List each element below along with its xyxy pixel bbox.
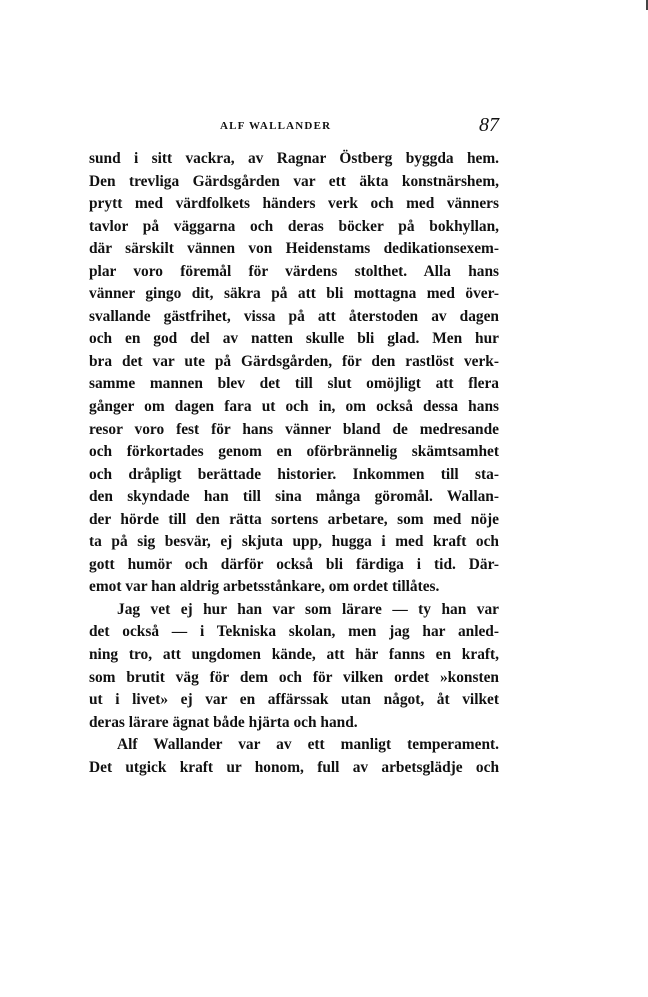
text-line: der hörde till den rätta sortens arbetare, som med nöje <box>89 510 499 528</box>
text-line: det också — i Tekniska skolan, men jag har anled- <box>89 623 499 641</box>
page-number: 87 <box>479 114 499 136</box>
text-line: plar voro föremål för värdens stolthet. Alla hans <box>89 262 499 280</box>
text-line: Jag vet ej hur han var som lärare — ty han var <box>117 600 499 618</box>
text-line: sund i sitt vackra, av Ragnar Östberg byggda hem. <box>89 150 499 167</box>
text-line: Det utgick kraft ur honom, full av arbetsglädje och <box>89 758 499 776</box>
text-line: deras lärare ägnat både hjärta och hand. <box>89 713 358 731</box>
text-line: resor voro fest för hans vänner bland de medresande <box>89 420 499 438</box>
text-line: Den trevliga Gärdsgården var ett äkta konstnärshem, <box>89 172 499 190</box>
text-line: där särskilt vännen von Heidenstams dedikationsexem- <box>89 240 499 258</box>
page-header <box>89 114 499 139</box>
text-line: ut i livet» ej var en affärssak utan något, åt vilket <box>89 691 499 709</box>
text-line: som brutit väg för dem och för vilken ordet »konsten <box>89 668 499 686</box>
text-line: gånger om dagen fara ut och in, om också dessa hans <box>89 398 499 416</box>
text-line: och dråpligt berättade historier. Inkommen till sta- <box>89 465 499 483</box>
text-line: svallande gästfrihet, vissa på att återstoden av dagen <box>89 307 499 325</box>
text-line: gott humör och därför också bli färdiga i tid. Där- <box>89 555 499 573</box>
text-line: Alf Wallander var av ett manligt temperament. <box>117 736 499 754</box>
body-text <box>89 148 499 779</box>
text-line: prytt med värdfolkets händers verk och med vänners <box>89 195 499 213</box>
text-line: vänner gingo dit, säkra på att bli mottagna med över- <box>89 285 499 303</box>
running-head: ALF WALLANDER <box>220 120 332 132</box>
text-line: ta på sig besvär, ej skjuta upp, hugga i med kraft och <box>89 533 499 551</box>
text-line: bra det var ute på Gärdsgården, för den rastlöst verk- <box>89 352 499 370</box>
text-line: och en god del av natten skulle bli glad. Men hur <box>89 330 499 348</box>
text-line: samme mannen blev det till slut omöjligt att flera <box>89 375 499 393</box>
text-line: emot var han aldrig arbetsstånkare, om ordet tillåtes. <box>89 578 440 596</box>
text-line: den skyndade han till sina många göromål. Wallan- <box>89 488 499 506</box>
text-line: och förkortades genom en oförbrännelig skämtsamhet <box>89 443 499 461</box>
text-line: ning tro, att ungdomen kände, att här fanns en kraft, <box>89 646 499 664</box>
text-line: tavlor på väggarna och deras böcker på bokhyllan, <box>89 217 499 235</box>
